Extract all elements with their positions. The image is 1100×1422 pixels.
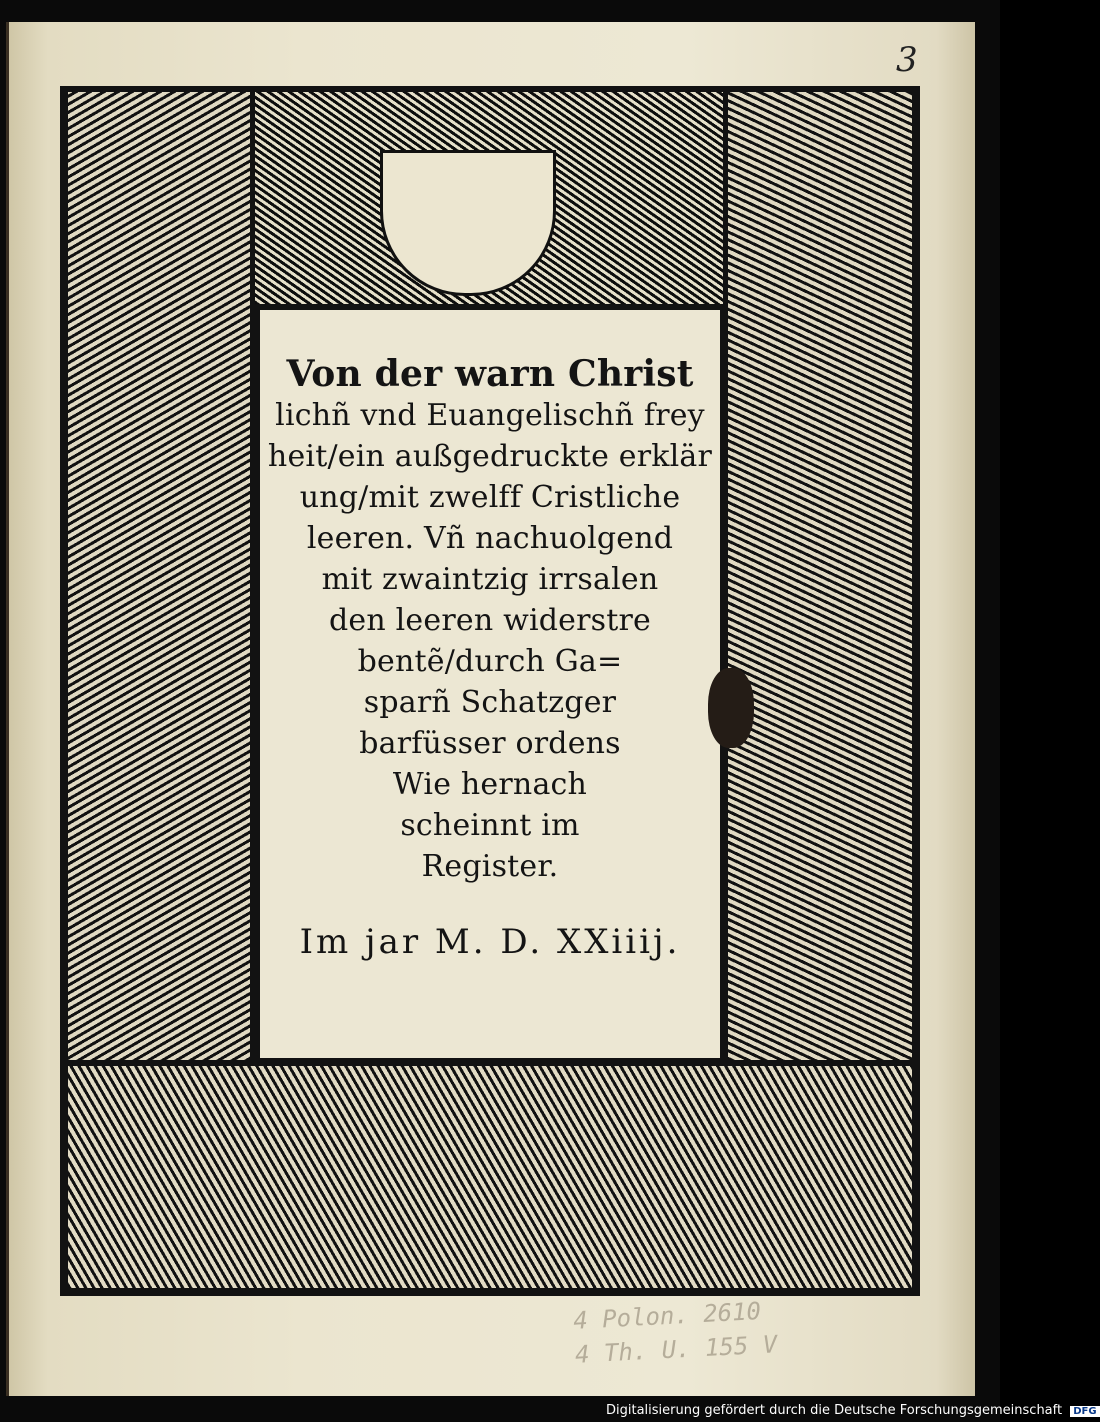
footer-text: Digitalisierung gefördert durch die Deutsche Forschungsgemeinschaft [606, 1403, 1063, 1418]
title-line: ung/mit zwelff Cristliche [299, 480, 681, 515]
title-line: leeren. Vñ nachuolgend [306, 521, 674, 556]
shelfmark-line: 4 Th. U. 155 V [574, 1330, 778, 1369]
shelfmark-line: 4 Polon. 2610 [572, 1297, 762, 1335]
woodcut-right-border [728, 92, 912, 1060]
title-panel [260, 310, 720, 1058]
title-line: mit zwaintzig irrsalen [321, 562, 659, 597]
title-line: scheinnt im [400, 808, 580, 843]
title-line: den leeren widerstre [329, 603, 651, 638]
digitization-footer [606, 1403, 1097, 1421]
ink-stain [708, 668, 754, 748]
title-line: Wie hernach [392, 767, 588, 802]
title-line: lichñ vnd Euangelischñ frey [275, 398, 705, 433]
page-number: 3 [896, 40, 918, 80]
title-line: heit/ein außgedruckte erklär [267, 439, 713, 474]
title-line: Von der warn Christ [286, 353, 694, 395]
title-line: sparñ Schatzger [363, 685, 617, 720]
imprint-year: Im jar M. D. XXiiij. [299, 922, 681, 962]
title-line: Register. [421, 849, 559, 884]
title-text [260, 354, 720, 887]
title-line: barfüsser ordens [359, 726, 621, 761]
title-line: bentẽ/durch Ga= [357, 644, 623, 679]
dfg-logo: DFG [1070, 1406, 1099, 1417]
woodcut-left-border [68, 92, 250, 1060]
woodcut-bottom-procession [68, 1066, 912, 1288]
